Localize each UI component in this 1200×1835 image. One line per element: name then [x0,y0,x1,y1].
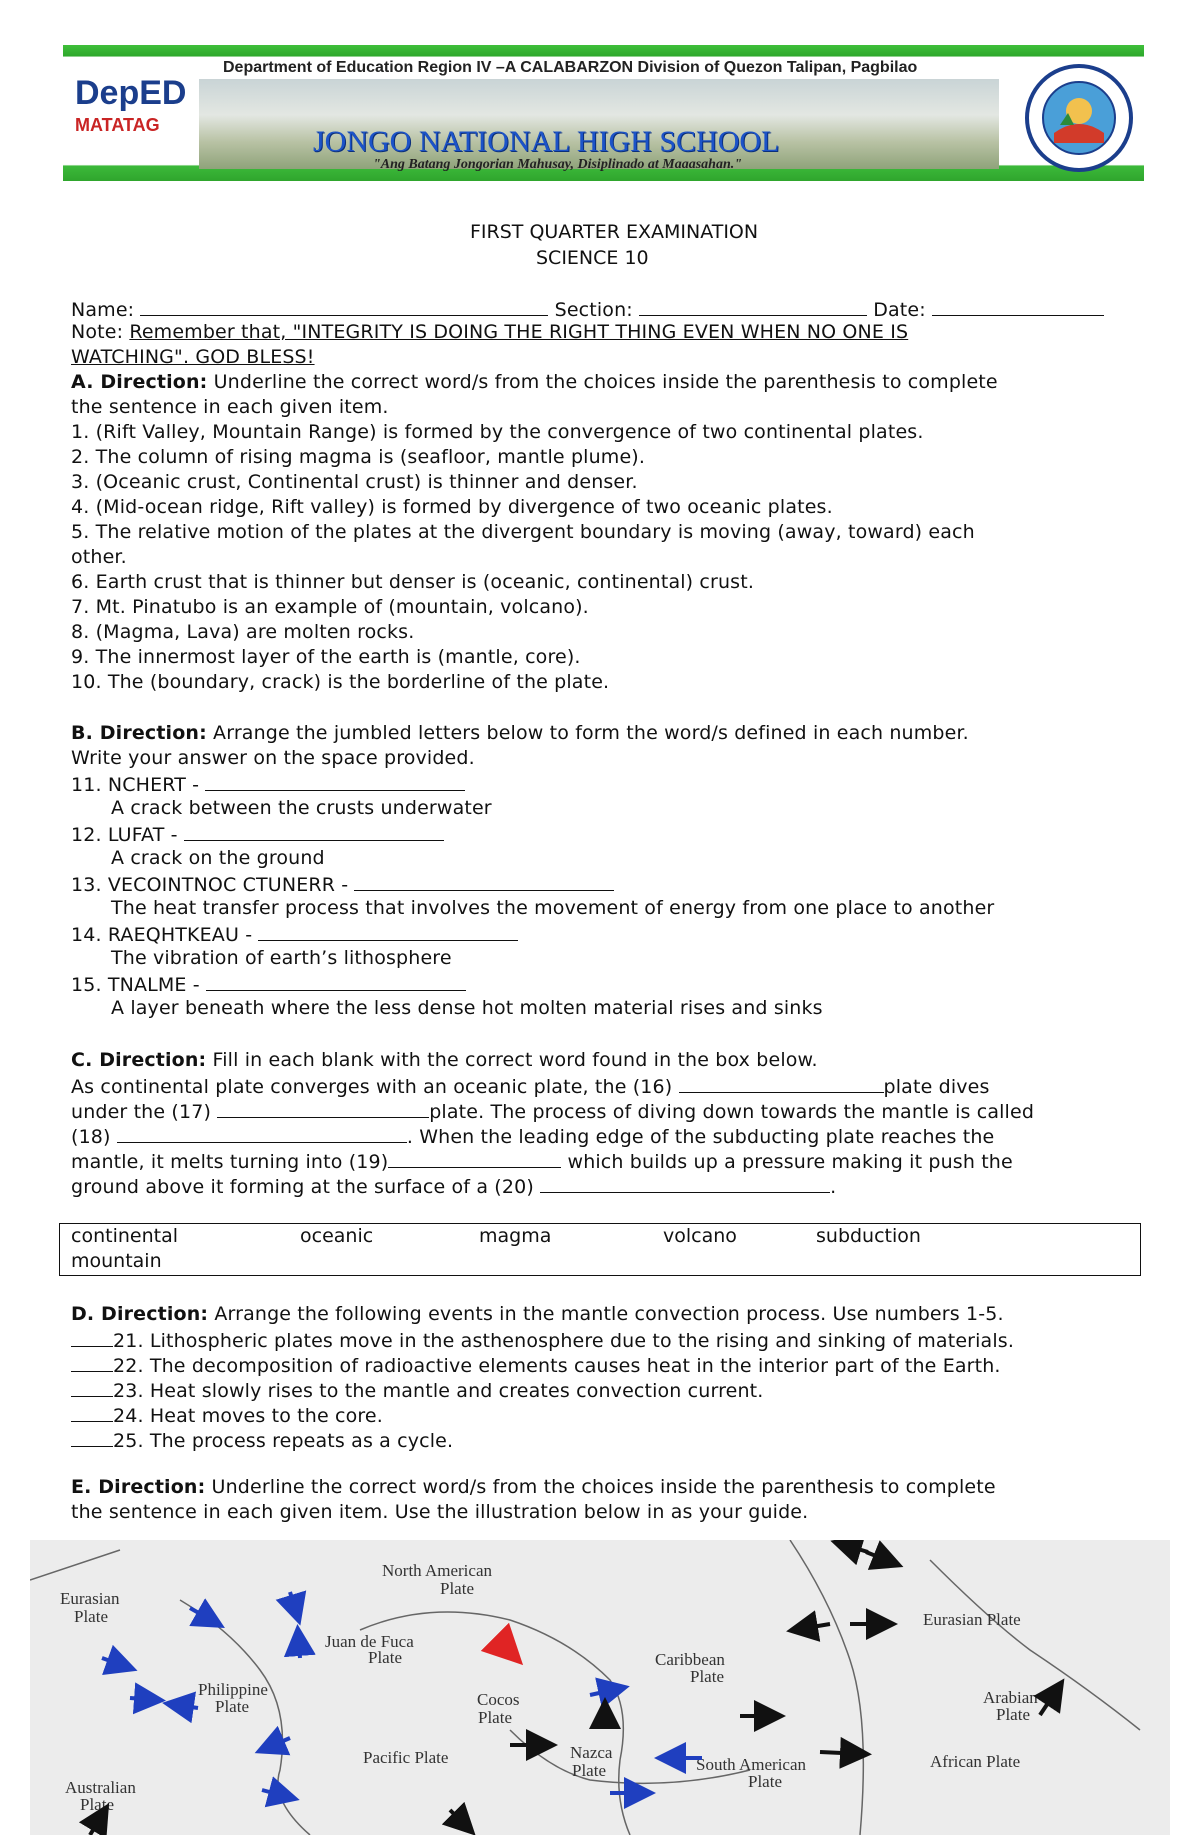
item-21-text: 21. Lithospheric plates move in the asthenosphere due to the rising and sinking of materials. [113,1330,1015,1352]
word-bank-subduction: subduction [816,1225,921,1247]
deped-logo-text: DepED [75,74,187,112]
part-d-item-24 [71,1402,383,1429]
part-d-item-25 [71,1427,453,1454]
part-e-instruction-2: the sentence in each given item. Use the illustration below in as your guide. [71,1501,809,1523]
word-bank-box [59,1223,1141,1276]
part-c-text-19b: which builds up a pressure making it push the [567,1151,1013,1173]
part-a-item-4: 4. (Mid-ocean ridge, Rift valley) is formed by divergence of two oceanic plates. [71,496,833,518]
label-caribbean-2: Plate [690,1667,724,1686]
label-african: African Plate [930,1752,1021,1771]
part-a-item-10: 10. The (boundary, crack) is the borderline of the plate. [71,671,610,693]
part-a-item-5-cont: other. [71,546,127,568]
part-c-heading: C. Direction: [71,1049,207,1071]
word-bank-mountain: mountain [71,1250,162,1272]
part-e-direction [71,1475,996,1500]
tectonic-plate-map [30,1540,1170,1835]
section-blank[interactable] [639,296,867,316]
part-c-text-19: mantle, it melts turning into (19) [71,1151,389,1173]
label-philippine: Philippine [198,1680,268,1699]
part-e-instruction-1: Underline the correct word/s from the choices inside the parenthesis to complete [211,1476,996,1498]
date-label: Date: [873,299,926,321]
part-d-direction [71,1302,1004,1327]
part-c-text-17b: plate. The process of diving down towards the mantle is called [429,1101,1035,1123]
label-south-american-2: Plate [748,1772,782,1791]
label-nazca-2: Plate [572,1761,606,1780]
label-eurasian-left-2: Plate [74,1607,108,1626]
part-b-item-15 [71,971,466,998]
part-c-line-1 [71,1073,990,1100]
part-a-item-6: 6. Earth crust that is thinner but denser is (oceanic, continental) crust. [71,571,755,593]
item-22-text: 22. The decomposition of radioactive elements causes heat in the interior part of the Earth. [113,1355,1001,1377]
item-19-blank[interactable] [388,1148,561,1168]
item-25-blank[interactable] [71,1427,113,1447]
item-25-text: 25. The process repeats as a cycle. [113,1430,454,1452]
part-a-instruction-2: the sentence in each given item. [71,396,389,418]
plate-arrow-icon [190,1608,218,1624]
item-13-definition: The heat transfer process that involves the movement of energy from one place to another [111,897,995,919]
header-banner [63,45,1144,181]
exam-title: FIRST QUARTER EXAMINATION [470,221,759,243]
plate-arrow-icon [820,1752,864,1754]
deped-logo [75,75,193,165]
item-13-answer-blank[interactable] [354,871,614,891]
part-b-direction [71,721,969,746]
section-label: Section: [554,299,633,321]
part-b-item-11 [71,771,465,798]
part-c-text-18b: . When the leading edge of the subducting plate reaches the [406,1126,995,1148]
part-a-direction [71,370,998,395]
plate-arrow-icon [290,1592,298,1618]
label-south-american: South American [696,1755,807,1774]
plate-arrow-icon [1040,1685,1060,1715]
item-23-text: 23. Heat slowly rises to the mantle and creates convection current. [113,1380,764,1402]
part-c-text-20b: . [830,1176,837,1198]
part-c-line-2 [71,1098,1034,1125]
part-a-instruction-1: Underline the correct word/s from the choices inside the parenthesis to complete [213,371,998,393]
label-cocos: Cocos [477,1690,520,1709]
plate-map-svg [30,1540,1170,1835]
boundary-line [790,1540,863,1835]
item-23-blank[interactable] [71,1377,113,1397]
part-d-item-23 [71,1377,763,1404]
item-15-definition: A layer beneath where the less dense hot molten material rises and sinks [111,997,823,1019]
part-c-instruction: Fill in each blank with the correct word found in the box below. [212,1049,818,1071]
label-nazca: Nazca [570,1743,613,1762]
item-11-definition: A crack between the crusts underwater [111,797,492,819]
item-24-blank[interactable] [71,1402,113,1422]
plate-arrow-icon [450,1810,470,1830]
plate-arrow-icon [298,1632,300,1658]
part-c-text-17: under the (17) [71,1101,212,1123]
part-c-direction [71,1048,818,1073]
label-juan-de-fuca-2: Plate [368,1648,402,1667]
name-label: Name: [71,299,135,321]
part-c-text-16: As continental plate converges with an oceanic plate, the (16) [71,1076,673,1098]
item-12-answer-blank[interactable] [184,821,444,841]
plate-arrow-icon [262,1790,292,1798]
item-24-text: 24. Heat moves to the core. [113,1405,383,1427]
label-eurasian-left: Eurasian [60,1589,120,1608]
part-d-heading: D. Direction: [71,1303,209,1325]
part-a-item-7: 7. Mt. Pinatubo is an example of (mountain, volcano). [71,596,589,618]
part-b-item-14 [71,921,518,948]
part-b-item-13 [71,871,614,898]
subject-title: SCIENCE 10 [536,247,649,269]
note-label: Note: [71,321,124,343]
part-e-heading: E. Direction: [71,1476,206,1498]
part-d-instruction: Arrange the following events in the mantle convection process. Use numbers 1-5. [214,1303,1004,1325]
item-14-question: 14. RAEQHTKEAU - [71,924,253,946]
item-18-blank[interactable] [117,1123,407,1143]
item-17-blank[interactable] [217,1098,429,1118]
word-bank-magma: magma [479,1225,552,1247]
school-seal-icon [1024,63,1134,173]
part-c-line-3 [71,1123,994,1150]
item-15-question: 15. TNALME - [71,974,200,996]
part-d-item-21 [71,1327,1014,1354]
part-c-text-16b: plate dives [883,1076,990,1098]
label-australian: Australian [65,1778,136,1797]
item-13-question: 13. VECOINTNOC CTUNERR - [71,874,349,896]
part-b-instruction-1: Arrange the jumbled letters below to form the word/s defined in each number. [213,722,969,744]
label-philippine-2: Plate [215,1697,249,1716]
part-b-item-12 [71,821,444,848]
part-a-heading: A. Direction: [71,371,208,393]
item-14-answer-blank[interactable] [258,921,518,941]
part-b-instruction-2: Write your answer on the space provided. [71,747,475,769]
item-11-question: 11. NCHERT - [71,774,200,796]
part-c-line-4 [71,1148,1013,1175]
plate-arrow-icon [794,1624,830,1630]
word-bank-oceanic: oceanic [300,1225,374,1247]
label-juan-de-fuca: Juan de Fuca [325,1632,414,1651]
part-a-item-9: 9. The innermost layer of the earth is (mantle, core). [71,646,581,668]
label-arabian-2: Plate [996,1705,1030,1724]
part-b-heading: B. Direction: [71,722,207,744]
part-d-item-22 [71,1352,1001,1379]
student-info-row [71,296,1104,323]
item-15-answer-blank[interactable] [206,971,466,991]
plate-arrow-icon [262,1738,290,1750]
part-a-item-3: 3. (Oceanic crust, Continental crust) is thinner and denser. [71,471,638,493]
date-blank[interactable] [932,296,1104,316]
plate-arrow-icon [838,1543,868,1552]
label-eurasian-right: Eurasian Plate [923,1610,1021,1629]
item-16-blank[interactable] [679,1073,884,1093]
label-north-american: North American [382,1561,492,1580]
item-20-blank[interactable] [540,1173,830,1193]
item-22-blank[interactable] [71,1352,113,1372]
note-text-2: WATCHING". GOD BLESS! [71,346,315,368]
school-motto: "Ang Batang Jongorian Mahusay, Disiplinado at Maaasahan." [373,157,743,172]
label-cocos-2: Plate [478,1708,512,1727]
part-a-item-8: 8. (Magma, Lava) are molten rocks. [71,621,415,643]
word-bank-continental: continental [71,1225,178,1247]
label-caribbean: Caribbean [655,1650,725,1669]
plate-arrow-icon [866,1552,896,1564]
item-11-answer-blank[interactable] [205,771,465,791]
part-a-item-2: 2. The column of rising magma is (seafloor, mantle plume). [71,446,646,468]
label-arabian: Arabian [983,1688,1038,1707]
part-c-line-5 [71,1173,836,1200]
matatag-logo-text: MATATAG [75,115,160,135]
note-text-1: Remember that, "INTEGRITY IS DOING THE RIGHT THING EVEN WHEN NO ONE IS [129,321,909,343]
plate-arrow-icon [102,1658,130,1668]
label-north-american-2: Plate [440,1579,474,1598]
note-line-1 [71,320,908,345]
label-australian-2: Plate [80,1795,114,1814]
part-c-text-18: (18) [71,1126,111,1148]
item-12-definition: A crack on the ground [111,847,325,869]
name-blank[interactable] [140,296,548,316]
plate-arrow-icon [498,1640,516,1658]
label-pacific: Pacific Plate [363,1748,449,1767]
word-bank-volcano: volcano [663,1225,737,1247]
part-a-item-5: 5. The relative motion of the plates at the divergent boundary is moving (away, toward) each [71,521,975,543]
school-name: JONGO NATIONAL HIGH SCHOOL [313,125,780,158]
plate-arrow-icon [170,1704,198,1708]
part-c-text-20: ground above it forming at the surface of a (20) [71,1176,534,1198]
item-12-question: 12. LUFAT - [71,824,178,846]
plate-arrow-icon [130,1698,158,1700]
item-14-definition: The vibration of earth’s lithosphere [111,947,452,969]
department-name: Department of Education Region IV –A CALABARZON Division of Quezon Talipan, Pagbilao [223,59,918,76]
part-a-item-1: 1. (Rift Valley, Mountain Range) is formed by the convergence of two continental plates. [71,421,924,443]
item-21-blank[interactable] [71,1327,113,1347]
